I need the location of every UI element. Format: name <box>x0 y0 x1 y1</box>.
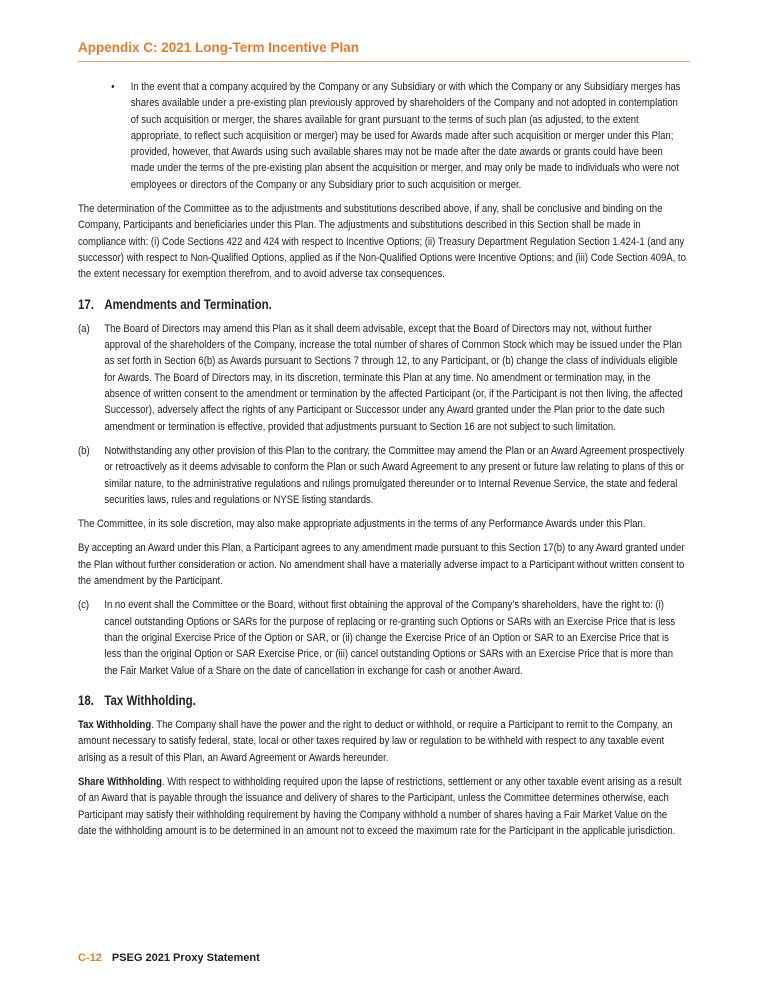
header-divider <box>78 61 690 62</box>
section-title: Tax Withholding. <box>104 692 196 708</box>
clause-label: (b) <box>78 444 90 457</box>
section-number: 17. <box>78 296 94 312</box>
bullet-text: In the event that a company acquired by the Company or any Subsidiary or with which the Company or any Subsidiary merges has shares available under a pre-existing plan previously approved by shareholders of the Company and not adopted in contemplation of such acquisition or merger, the shares available for grant pursuant to the terms of such plan (as adjusted, to the extent appropriate, to reflect such acquisition or merger) may be used for Awards made after such acquisition or merger under this Plan; provided, however, that Awards using such available shares may not be made after the date awards or grants could have been made under the terms of the pre-existing plan absent the acquisition or merger, and may only be made to individuals who were not employees or directors of the Company or any Subsidiary prior to such acquisition or merger. <box>130 81 681 191</box>
clause-text: The Board of Directors may amend this Plan as it shall deem advisable, except that the Board of Directors may not, without further approval of the shareholders of the Company, increase the total number of shares of Common Stock which may be issued under the Plan as set forth in Section 6(b) as Awards pursuant to Sections 7 through 12, to any Participant, or (b) change the class of individuals eligible for Awards. The Board of Directors may, in its discretion, terminate this Plan at any time. No amendment or termination may, in the absence of written consent to the amendment or termination by the affected Participant (or, if the Participant is not then living, the affected Successor), adversely affect the rights of any Participant or Successor under any Award granted under the Plan prior to the date such amendment or termination is effective, provided that adjustments pursuant to Section 16 are not subject to such limitation. <box>104 322 683 433</box>
paragraph: The determination of the Committee as to the adjustments and substitutions described above, if any, shall be conclusive and binding on the Company, Participants and beneficiaries under this Plan. The adjustments and substitutions described in this Section shall be made in compliance with: (i) Code Sections 422 and 424 with respect to Incentive Options; (ii) Treasury Department Regulation Section 1.424-1 (and any successor) with respect to Non-Qualified Options, applied as if the Non-Qualified Options were Incentive Options; and (iii) Code Section 409A, to the extent necessary for exemption therefrom, and to avoid adverse tax consequences. <box>78 203 686 281</box>
page-header-title: Appendix C: 2021 Long-Term Incentive Plan <box>78 40 360 55</box>
paragraph-text: . The Company shall have the power and the right to deduct or withhold, or require a Participant to remit to the Company, an amount necessary to satisfy federal, state, local or other taxes required by law or regulation to be withheld with respect to any taxable event arising as a result of this Plan, an Award Agreement or Awards hereunder. <box>78 719 673 764</box>
paragraph: By accepting an Award under this Plan, a Participant agrees to any amendment made pursuant to this Section 17(b) to any Award granted under the Plan without further consideration or action. No amendment shall have a materially adverse impact to a Participant without written consent to the amendment by the Participant. <box>78 542 685 588</box>
document-body <box>78 79 688 847</box>
paragraph-tax-withholding <box>78 717 688 766</box>
paragraph-text: . With respect to withholding required upon the lapse of restrictions, settlement or any other taxable event arising as a result of an Award that is payable through the issuance and delivery of shares to the Participant, unless the Committee determines otherwise, each Participant may satisfy their withholding requirement by having the Company withhold a number of shares having a Fair Market Value on the date the withholding amount is to be determined in an amount not to exceed the maximum rate for the Participant in the applicable jurisdiction. <box>78 775 682 837</box>
page-number: C-12 <box>78 952 102 964</box>
clause-label: (c) <box>78 599 90 612</box>
section-heading-18 <box>78 693 688 709</box>
run-in-heading: Share Withholding <box>78 775 162 788</box>
page-footer <box>78 952 260 964</box>
paragraph-share-withholding <box>78 774 688 839</box>
bullet-item <box>78 79 688 193</box>
run-in-heading: Tax Withholding <box>78 719 152 732</box>
paragraph: The Committee, in its sole discretion, may also make appropriate adjustments in the terms of any Performance Awards under this Plan. <box>78 518 646 531</box>
clause-label: (a) <box>78 322 90 335</box>
clause-text: In no event shall the Committee or the Board, without first obtaining the approval of the Company’s shareholders, have the right to: (i) cancel outstanding Options or SARs for the purpose of replacing or re-granting such Options or SARs with an Exercise Price that is less than the original Exercise Price of the Option or SAR, or (ii) change the Exercise Price of an Option or SAR to an Exercise Price that is less than the original Option or SAR Exercise Price, or (iii) cancel outstanding Options or SARs with an Exercise Price that is more than the Fair Market Value of a Share on the date of cancellation in exchange for cash or another Award. <box>104 599 676 677</box>
section-title: Amendments and Termination. <box>104 296 272 312</box>
clause-text: Notwithstanding any other provision of this Plan to the contrary, the Committee may amend the Plan or an Award Agreement prospectively or retroactively as it deems advisable to conform the Plan or such Award Agreement to any present or future law relating to plans of this or similar nature, to the administrative regulations and rulings promulgated thereunder or to Internal Revenue Service, the state and federal securities laws, rules and regulations or NYSE listing standards. <box>104 444 685 506</box>
section-number: 18. <box>78 692 94 708</box>
clause-b <box>78 443 688 508</box>
clause-c <box>78 597 688 678</box>
footer-title: PSEG 2021 Proxy Statement <box>111 952 260 964</box>
bullet-icon: • <box>111 81 115 93</box>
clause-a <box>78 321 688 435</box>
section-heading-17 <box>78 297 688 313</box>
